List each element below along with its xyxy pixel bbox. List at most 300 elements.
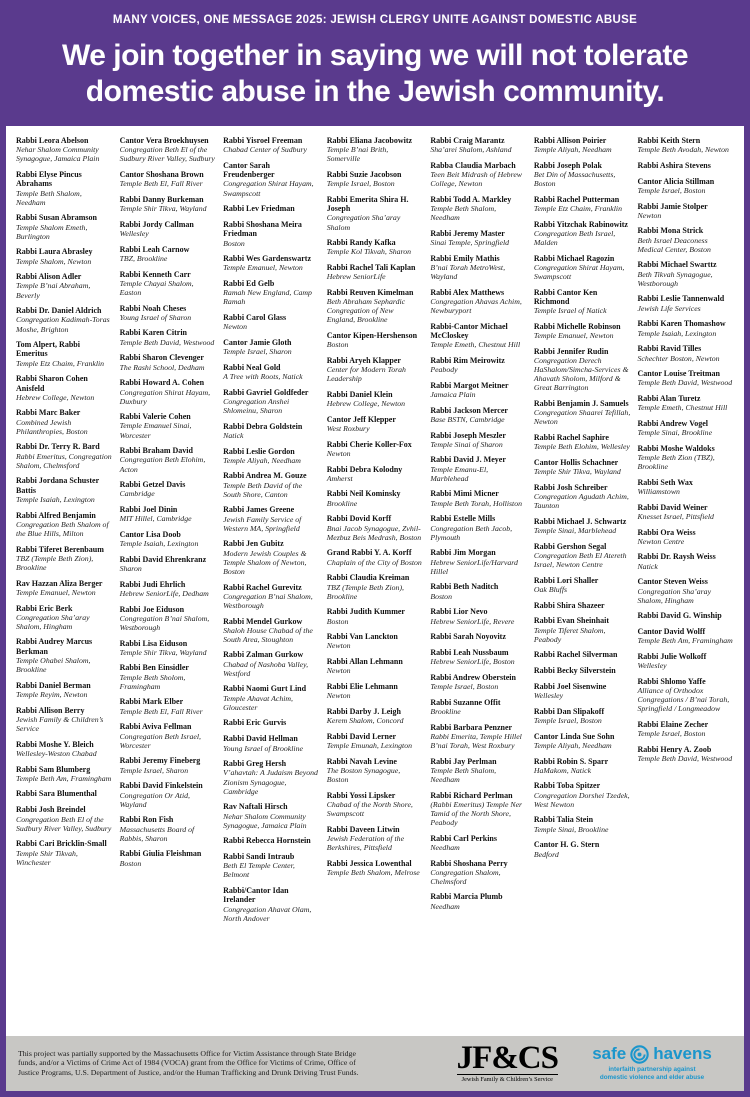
clergy-entry (430, 136, 527, 154)
clergy-name: Rabbi Michelle Robinson (533, 321, 621, 331)
clergy-affiliation: Beth Abraham Sephardic Congregation of New England, Brookline (326, 297, 406, 325)
clergy-name: Rabbi Van Lanckton (326, 632, 398, 642)
clergy-entry (16, 604, 113, 631)
clergy-affiliation: Temple Sinai, Marblehead (533, 526, 617, 536)
clergy-affiliation: Boston (430, 591, 452, 601)
clergy-name: Rabbi Susan Abramson (16, 213, 97, 223)
clergy-affiliation: Temple Emanuel, Newton (16, 587, 96, 597)
clergy-name: Rabbi Reuven Kimelman (326, 287, 414, 297)
clergy-entry (534, 757, 631, 775)
clergy-affiliation: Newton Centre (637, 536, 685, 546)
clergy-name: Rabbi Evan Sheinhait (533, 616, 610, 626)
clergy-affiliation: Temple Shir Tikva, Wayland (119, 647, 207, 657)
clergy-entry (327, 263, 424, 281)
clergy-affiliation: Congregation B’nai Shalom, Westborough (223, 591, 313, 610)
clergy-entry (223, 734, 320, 752)
clergy-name: Rabbi Sandi Intraub (223, 852, 295, 861)
clergy-affiliation: Jewish Family & Children’s Service (16, 714, 104, 734)
footer-bar (6, 1036, 744, 1091)
clergy-name: Rabbi Jamie Stolper (637, 201, 708, 211)
clergy-name: Rabbi Elaine Zecher (637, 719, 709, 729)
clergy-entry (327, 573, 424, 600)
clergy-affiliation: Congregation Beth Israel, Worcester (119, 731, 201, 750)
clergy-name: Rabbi Jordana Schuster Battis (16, 476, 99, 495)
clergy-entry (223, 852, 320, 879)
clergy-name: Rabbi David Lerner (326, 731, 397, 741)
clergy-entry (637, 369, 734, 387)
clergy-affiliation: TBZ (Temple Beth Zion), Brookline (16, 553, 94, 573)
clergy-affiliation: Hebrew College, Newton (16, 392, 95, 402)
clergy-name: Rabbi Judith Kummer (326, 607, 405, 617)
clergy-affiliation: Newton (326, 641, 351, 651)
clergy-name: Cantor Hollis Schachner (533, 457, 619, 467)
clergy-affiliation: Chabad Center of Sudbury (223, 145, 307, 155)
clergy-name: Rabbi Joel Dinin (119, 505, 178, 515)
clergy-entry (637, 611, 734, 620)
clergy-name: Rabbi Alfred Benjamin (16, 510, 96, 520)
clergy-affiliation: HaMakom, Natick (533, 765, 592, 775)
clergy-affiliation: Congregation Beth Elohim, Acton (119, 455, 206, 474)
clergy-name: Rabbi Josh Breindel (16, 805, 86, 815)
clergy-name: Rabbi Henry A. Zoob (637, 744, 712, 754)
clergy-name: Rabbi Alex Matthews (430, 287, 505, 297)
clergy-name: Rav Hazzan Aliza Berger (16, 578, 103, 588)
clergy-affiliation: Congregation B’nai Shalom, Westborough (119, 613, 210, 632)
clergy-affiliation: Temple Etz Chaim, Franklin (533, 204, 622, 214)
banner-kicker: MANY VOICES, ONE MESSAGE 2025: JEWISH CLERGY UNITE AGAINST DOMESTIC ABUSE (112, 14, 638, 26)
clergy-entry (16, 511, 113, 538)
clergy-entry (16, 740, 113, 758)
clergy-entry (637, 627, 734, 645)
clergy-affiliation: TBZ (Temple Beth Zion), Brookline (326, 582, 404, 601)
clergy-name: Rabbi Rachel Gurevitz (223, 582, 302, 592)
clergy-affiliation: Temple B’nai Brith, Somerville (326, 145, 389, 164)
clergy-affiliation: Temple Shalom, Newton (16, 256, 92, 266)
clergy-name: Cantor David Wolff (637, 627, 706, 637)
clergy-name: Rabbi Leora Abelson (16, 136, 89, 145)
clergy-affiliation: Temple Emeth, Chestnut Hill (637, 403, 728, 413)
clergy-affiliation: B’nai Torah MetroWest, Wayland (430, 263, 506, 282)
clergy-entry (430, 757, 527, 784)
page-body (6, 126, 744, 1091)
clergy-name: Grand Rabbi Y. A. Korff (326, 548, 412, 558)
clergy-name: Rabbi Ravid Tilles (637, 344, 702, 354)
clergy-name: Rabbi Becky Silverstein (533, 666, 616, 676)
clergy-entry (16, 545, 113, 572)
clergy-entry (534, 666, 631, 675)
clergy-entry (16, 247, 113, 265)
safe-havens-eye-icon (630, 1045, 649, 1064)
clergy-affiliation: Temple Beth Sholom, Framingham (119, 672, 186, 691)
clergy-affiliation: Temple Sinai of Sharon (430, 439, 503, 449)
clergy-entry (430, 322, 527, 350)
header-banner (0, 0, 750, 126)
clergy-entry (637, 677, 734, 714)
clergy-name: Rabbi Richard Perlman (430, 790, 513, 800)
clergy-entry (430, 834, 527, 852)
clergy-entry (534, 399, 631, 426)
clergy-affiliation: Beth Israel Deaconess Medical Center, Boston (637, 235, 711, 254)
clergy-entry (327, 465, 424, 483)
clergy-name: Rabbi Yossi Lipsker (326, 790, 396, 800)
clergy-name: Rabbi Sharon Clevenger (119, 353, 204, 363)
safe-havens-tagline-line-2: domestic violence and elder abuse (599, 1074, 705, 1081)
clergy-name: Rabbi Karen Thomashow (637, 319, 726, 329)
clergy-name: Rabbi Sharon Cohen Anisfeld (16, 374, 88, 393)
clergy-affiliation: Hebrew SeniorLife, Boston (430, 657, 515, 667)
clergy-name: Rabbi Barbara Penzner (430, 722, 513, 732)
clergy-entry (637, 177, 734, 195)
clergy-name: Rabbi Aviva Fellman (119, 722, 192, 732)
safe-havens-logo (572, 1044, 732, 1081)
clergy-entry (430, 892, 527, 910)
clergy-column (223, 136, 320, 1032)
clergy-entry (430, 548, 527, 575)
clergy-entry (534, 254, 631, 281)
clergy-affiliation: Temple Chayai Shalom, Easton (119, 278, 194, 297)
clergy-entry (223, 161, 320, 198)
clergy-name: Rabba Claudia Marbach (430, 160, 516, 170)
clergy-name: Rabbi David Finkelstein (119, 781, 203, 791)
clergy-entry (327, 170, 424, 188)
clergy-name: Rabbi Alan Turetz (637, 394, 701, 403)
clergy-affiliation: Nehar Shalom Community Synagogue, Jamaica Plain (223, 811, 307, 830)
clergy-entry (534, 322, 631, 340)
clergy-name: Rabbi Cantor Ken Richmond (533, 287, 598, 307)
clergy-affiliation: Congregation Beth El of the Sudbury River Valley, Sudbury (119, 145, 215, 164)
clergy-affiliation: Temple Beth Shalom, Melrose (326, 867, 420, 877)
clergy-name: Rabbi Daniel Klein (326, 389, 393, 399)
clergy-affiliation: Temple Aliyah, Needham (533, 145, 612, 155)
clergy-name: Rabbi Dr. Daniel Aldrich (16, 306, 102, 316)
clergy-entry (223, 759, 320, 796)
clergy-name: Rabbi Shoshana Perry (430, 858, 508, 868)
clergy-entry (637, 161, 734, 170)
clergy-column (430, 136, 527, 1032)
clergy-affiliation: Congregation Beth Israel, Malden (533, 229, 616, 248)
clergy-entry (327, 514, 424, 541)
clergy-affiliation: Temple Israel, Sharon (223, 347, 292, 357)
clergy-affiliation: Natick (637, 561, 658, 571)
clergy-name: Rabbi Karen Citrin (119, 328, 187, 338)
clergy-column (16, 136, 113, 1032)
clergy-column (327, 136, 424, 1032)
clergy-name: Rabbi Carl Perkins (430, 833, 497, 843)
clergy-entry (637, 136, 734, 154)
clergy-affiliation: Shaloh House Chabad of the South Area, Stoughton (223, 625, 313, 644)
clergy-affiliation: Amherst (326, 473, 353, 483)
clergy-name: Rabbi Jeremy Fineberg (119, 756, 201, 766)
safe-havens-tagline-line-1: interfaith partnership against (608, 1066, 696, 1074)
clergy-name: Rabbi Robin S. Sparr (533, 756, 609, 766)
clergy-name: Rabbi Seth Wax (637, 477, 693, 487)
clergy-entry (637, 202, 734, 220)
clergy-name: Rabbi Leah Carnow (119, 244, 190, 254)
clergy-name: Rabbi David J. Meyer (430, 455, 506, 465)
clergy-entry (223, 583, 320, 610)
clergy-name: Rabbi Leah Nussbaum (430, 647, 509, 657)
clergy-name: Rabbi Mark Elber (119, 697, 184, 707)
clergy-name: Rabbi Audrey Marcus Berkman (16, 637, 93, 656)
clergy-affiliation: Temple Beth David of the South Shore, Canton (223, 480, 303, 499)
clergy-entry (430, 229, 527, 247)
clergy-affiliation: Temple Beth Elohim, Wellesley (533, 442, 630, 452)
clergy-affiliation: Rabbi Emeritus, Congregation Shalom, Chelmsford (16, 451, 112, 470)
clergy-name: Rabbi Dan Slipakoff (533, 706, 605, 716)
clergy-entry (534, 840, 631, 858)
clergy-affiliation: Jewish Federation of the Berkshires, Pittsfield (326, 833, 405, 852)
clergy-entry (637, 577, 734, 604)
clergy-name: Rabbi Jordy Callman (119, 219, 194, 229)
clergy-entry (534, 288, 631, 316)
clergy-name: Cantor Vera Broekhuysen (119, 136, 209, 145)
headline-line-1: We join together in saying we will not tolerate (61, 39, 689, 72)
clergy-entry (223, 471, 320, 498)
clergy-name: Rabbi Michael J. Schwartz (533, 516, 627, 526)
clergy-entry (327, 136, 424, 163)
clergy-name: Rabbi Darby J. Leigh (326, 706, 401, 716)
clergy-entry (16, 805, 113, 832)
clergy-name: Rabbi Craig Marantz (430, 136, 505, 145)
clergy-name: Rabbi Yitzchak Rabinowitz (533, 219, 628, 229)
clergy-name: Rabbi David Weiner (637, 502, 708, 512)
clergy-entry (637, 478, 734, 496)
clergy-entry (16, 170, 113, 207)
clergy-affiliation: Williamstown (637, 487, 680, 497)
clergy-name: Rabbi Lori Shaller (533, 575, 599, 585)
clergy-name: Rabbi David Ehrenkranz (119, 554, 207, 564)
clergy-affiliation: TBZ, Brookline (119, 253, 168, 263)
clergy-affiliation: Hebrew College, Newton (326, 399, 406, 409)
clergy-affiliation: V’ahavtah: A Judaism Beyond Zionism Synagogue, Cambridge (223, 768, 318, 796)
clergy-entry (327, 288, 424, 325)
clergy-name: Rabbi Debra Goldstein (223, 421, 303, 431)
clergy-affiliation: Jewish Family Service of Western MA, Springfield (223, 514, 302, 533)
clergy-name: Rabbi Zalman Gurkow (223, 650, 304, 660)
clergy-name: Rabbi Rachel Silverman (533, 650, 618, 660)
clergy-name: Tom Alpert, Rabbi Emeritus (16, 340, 80, 359)
clergy-entry (637, 444, 734, 471)
clergy-name: Rabbi Daniel Berman (16, 680, 91, 690)
clergy-affiliation: Temple Sinai, Brookline (533, 824, 609, 834)
headline-line-2: domestic abuse in the Jewish community. (85, 75, 665, 108)
clergy-affiliation: Temple Israel, Boston (326, 179, 395, 189)
clergy-entry (637, 394, 734, 412)
clergy-affiliation: Temple Beth Avodah, Newton (637, 145, 729, 155)
clergy-affiliation: Rabbi Emerita, Temple Hillel B’nai Torah, West Roxbury (430, 731, 522, 750)
clergy-affiliation: Needham (430, 842, 460, 852)
clergy-affiliation: Alliance of Orthodox Congregations / B’nai Torah, Springfield / Longmeadow (637, 686, 730, 714)
clergy-affiliation: Temple Aliyah, Needham (223, 455, 301, 465)
clergy-entry (223, 886, 320, 923)
clergy-entry (430, 195, 527, 222)
clergy-name: Rabbi Margot Meitner (430, 380, 509, 390)
jfcs-tagline: Jewish Family & Children’s Service (457, 1074, 558, 1083)
clergy-name: Rabbi Marc Baker (16, 408, 81, 418)
clergy-entry (16, 706, 113, 733)
clergy-entry (534, 136, 631, 154)
clergy-entry (534, 732, 631, 750)
clergy-name: Rabbi Gershon Segal (533, 541, 607, 551)
clergy-name: Rabbi Cherie Koller-Fox (326, 439, 412, 449)
clergy-name: Rabbi Shlomo Yaffe (637, 676, 706, 686)
clergy-affiliation: Temple Beth David, Westwood (637, 378, 733, 388)
clergy-affiliation: Temple Israel, Boston (637, 185, 706, 195)
clergy-entry (120, 304, 217, 322)
clergy-entry (534, 517, 631, 535)
clergy-entry (534, 576, 631, 594)
clergy-entry (430, 431, 527, 449)
clergy-entry (120, 639, 217, 657)
jfcs-wordmark: JF&CS (456, 1040, 558, 1076)
clergy-affiliation: Temple Etz Chaim, Franklin (16, 358, 105, 368)
clergy-name: Rabbi Ashira Stevens (637, 160, 711, 170)
safe-havens-tagline (572, 1066, 732, 1081)
clergy-entry (327, 489, 424, 507)
clergy-affiliation: West Roxbury (326, 424, 370, 434)
clergy-name: Rabbi Elie Lehmann (326, 681, 398, 691)
signatories-columns (6, 126, 744, 1036)
clergy-affiliation: Ramah New England, Camp Ramah (223, 288, 312, 307)
clergy-affiliation: Congregation Beth El of the Sudbury River Valley, Sudbury (16, 814, 112, 833)
clergy-affiliation: Young Israel of Sharon (119, 312, 192, 322)
clergy-entry (120, 245, 217, 263)
clergy-entry (223, 802, 320, 829)
clergy-name: Cantor Jamie Gloth (223, 337, 292, 347)
clergy-name: Rabbi Rebecca Hornstein (223, 836, 311, 846)
clergy-entry (120, 170, 217, 188)
clergy-affiliation: Temple Shalom Emeth, Burlington (16, 222, 88, 241)
clergy-entry (16, 681, 113, 699)
clergy-entry (120, 270, 217, 297)
clergy-entry (534, 433, 631, 451)
clergy-name: Cantor Shoshana Brown (119, 169, 204, 179)
clergy-entry (534, 815, 631, 833)
clergy-entry (430, 288, 527, 315)
clergy-affiliation: Brookline (326, 498, 358, 508)
clergy-affiliation: Center for Modern Torah Leadership (326, 365, 406, 384)
clergy-entry (16, 306, 113, 333)
clergy-name: Rabbi Toba Spitzer (533, 781, 601, 791)
clergy-name: Rabbi-Cantor Michael McCloskey (430, 321, 508, 341)
clergy-entry (637, 552, 734, 570)
clergy-name: Rabbi Jay Perlman (430, 756, 497, 766)
clergy-entry (223, 684, 320, 711)
clergy-affiliation: Boston (223, 238, 245, 248)
clergy-name: Rabbi Braham David (119, 446, 193, 456)
clergy-name: Cantor Louise Treitman (637, 369, 720, 379)
clergy-entry (223, 136, 320, 154)
clergy-name: Rabbi Dr. Terry R. Bard (16, 442, 100, 452)
clergy-name: Rabbi Andrea M. Gouze (223, 471, 307, 481)
clergy-entry (120, 555, 217, 573)
clergy-name: Rabbi Valerie Cohen (119, 412, 191, 422)
clergy-entry (430, 698, 527, 716)
clergy-name: Rabbi Jennifer Rudin (533, 346, 609, 356)
clergy-name: Rabbi Rim Meirowitz (430, 355, 505, 365)
clergy-name: Rabbi Joseph Meszler (430, 430, 506, 440)
clergy-affiliation: Temple Emanuel, Newton (533, 331, 614, 341)
clergy-entry (430, 723, 527, 750)
clergy-affiliation: Wellesley (119, 229, 149, 239)
clergy-name: Rabbi Laura Abrasley (16, 247, 93, 257)
clergy-name: Rabbi Neil Kominsky (326, 489, 401, 499)
clergy-entry (16, 408, 113, 435)
clergy-affiliation: Wellesley (637, 661, 667, 671)
clergy-entry (534, 682, 631, 700)
clergy-affiliation: MIT Hillel, Cambridge (119, 514, 192, 524)
clergy-affiliation: Congregation Dorshei Tzedek, West Newton (533, 790, 630, 809)
clergy-entry (16, 476, 113, 504)
clergy-affiliation: Hebrew SeniorLife, Dedham (119, 589, 209, 599)
clergy-affiliation: Needham (430, 901, 460, 911)
clergy-entry (327, 195, 424, 232)
clergy-name: Rabbi Lior Nevo (430, 607, 488, 617)
clergy-affiliation: Bet Din of Massachusetts, Boston (533, 170, 616, 189)
clergy-entry (534, 650, 631, 659)
clergy-affiliation: Brookline (430, 706, 461, 716)
clergy-affiliation: Congregation Derech HaShalom/Simcha-Services & Ahavath Sholom, Milford & Great Barrington (533, 356, 629, 393)
clergy-name: Rabbi Shoshana Meira Friedman (223, 219, 302, 239)
clergy-name: Rabbi Kenneth Carr (119, 269, 191, 279)
clergy-entry (637, 294, 734, 312)
clergy-affiliation: Congregation Sha’aray Shalom (326, 213, 401, 232)
clergy-affiliation: Jamaica Plain (430, 390, 476, 400)
clergy-affiliation: Cambridge (119, 489, 155, 499)
clergy-name: Cantor Lisa Doob (119, 529, 181, 539)
clergy-entry (637, 419, 734, 437)
clergy-name: Rabbi Allan Lehmann (326, 656, 403, 666)
clergy-affiliation: Knesset Israel, Pittsfield (637, 511, 714, 521)
clergy-affiliation: Congregation Shirat Hayam, Swampscott (223, 179, 314, 198)
headline (10, 38, 740, 110)
safe-havens-word-left: safe (592, 1044, 627, 1064)
clergy-name: Rabbi Ora Weiss (637, 527, 696, 537)
clergy-entry (120, 530, 217, 548)
clergy-entry (223, 505, 320, 532)
clergy-entry (120, 195, 217, 213)
clergy-name: Rabbi Shira Shazeer (533, 600, 605, 610)
clergy-entry (534, 161, 631, 188)
clergy-affiliation: Congregation Ahavas Achim, Newburyport (430, 297, 522, 316)
clergy-affiliation: Base BSTN, Cambridge (430, 414, 505, 424)
safe-havens-wordmark (572, 1044, 732, 1064)
clergy-affiliation: Temple Sinai, Brookline (637, 428, 713, 438)
clergy-entry (637, 503, 734, 521)
clergy-name: Rabbi Aryeh Klapper (326, 355, 401, 365)
clergy-name: Rabbi Moshe Waldoks (637, 443, 715, 453)
clergy-affiliation: Congregation Shirat Hayam, Duxbury (119, 387, 211, 406)
clergy-entry (223, 388, 320, 415)
clergy-affiliation: Wellesley-Weston Chabad (16, 748, 97, 758)
clergy-affiliation: Temple Emanuel Sinai, Worcester (119, 421, 192, 440)
clergy-entry (120, 849, 217, 867)
clergy-entry (120, 815, 217, 842)
clergy-affiliation: Temple Israel of Natick (533, 306, 607, 316)
clergy-entry (120, 605, 217, 632)
clergy-entry (637, 652, 734, 670)
clergy-entry (327, 825, 424, 852)
clergy-affiliation: Temple Shir Tikvah, Winchester (16, 848, 78, 867)
clergy-entry (637, 528, 734, 546)
clergy-name: Rabbi Giulia Fleishman (119, 849, 202, 859)
clergy-name: Rabbi Ron Fish (119, 815, 174, 825)
clergy-name: Rabbi Neal Gold (223, 362, 281, 372)
clergy-entry (223, 338, 320, 356)
clergy-name: Rabbi Yisroel Freeman (223, 136, 303, 145)
clergy-entry (16, 442, 113, 469)
clergy-affiliation: Hebrew SeniorLife, Revere (430, 616, 515, 626)
